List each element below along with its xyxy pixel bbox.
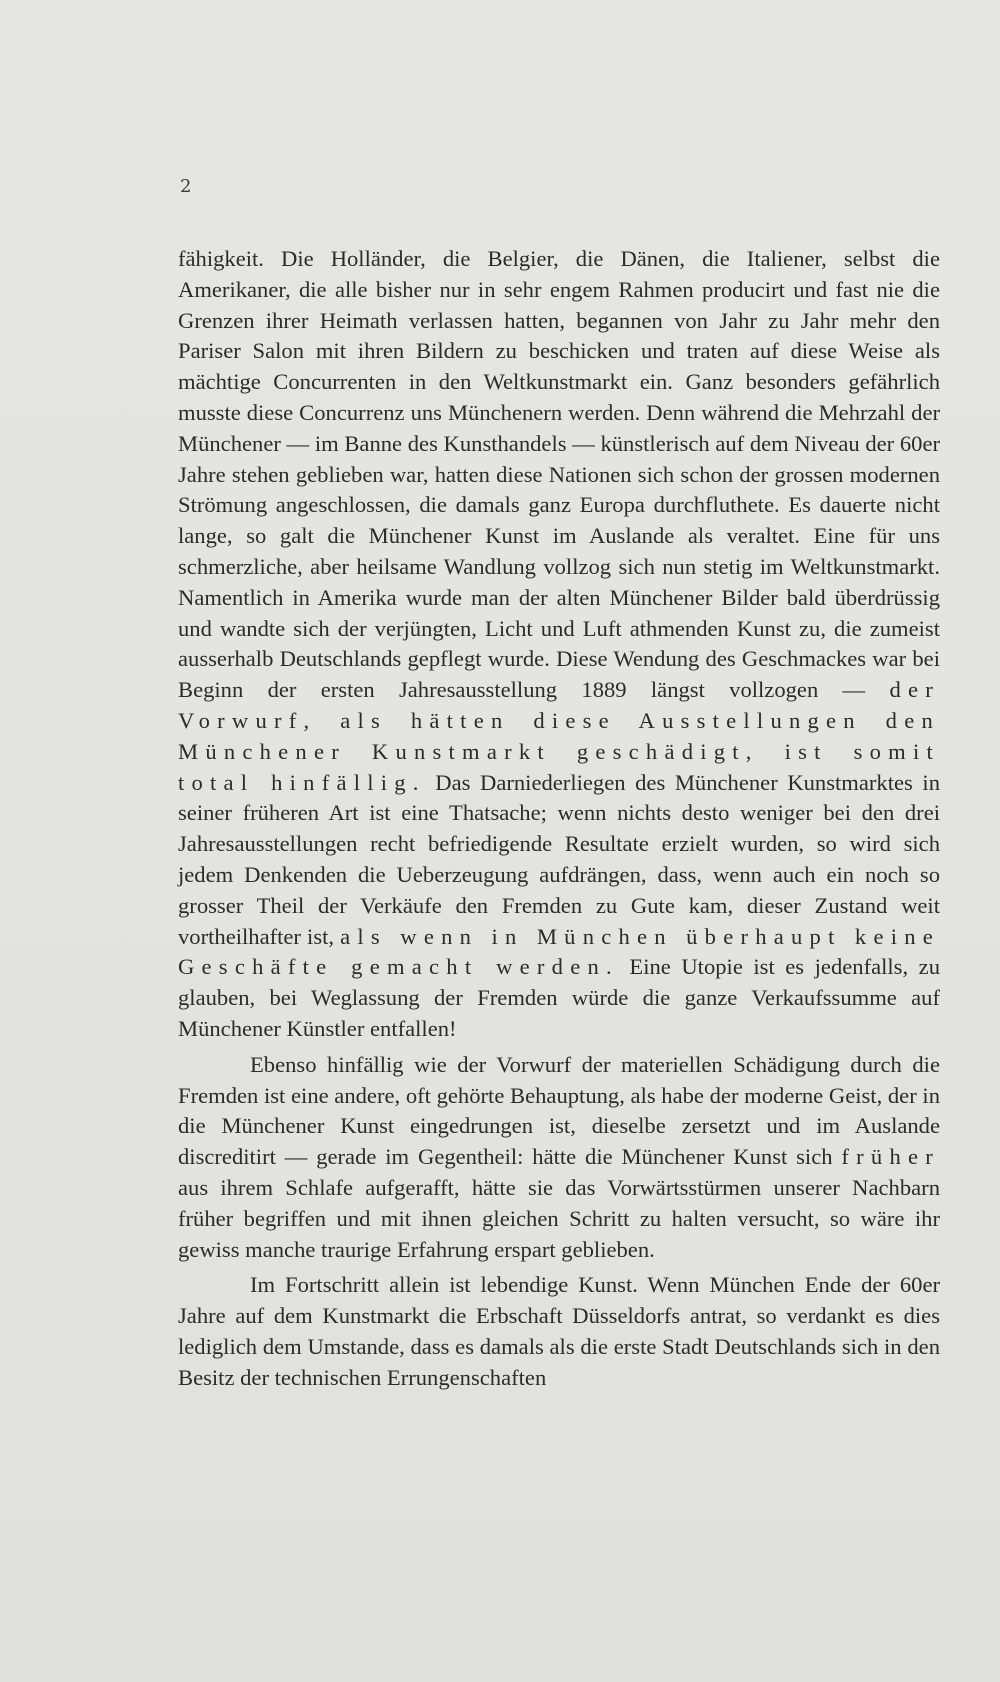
text-segment: fähigkeit. Die Holländer, die Belgier, die Dänen, die Italiener, selbst die Amerikaner, die alle bisher nur in sehr engem Rahmen producirt und fast nie die Grenzen ihrer Heimath verlassen hatten, begannen von Jahr zu Jahr mehr den Pariser Salon mit ihren Bildern zu beschicken und traten auf diese Weise als mächtige Concurrenten in den Weltkunstmarkt ein. Ganz besonders gefährlich musste diese Concurrenz uns Münchenern werden. Denn während die Mehrzahl der Münchener — im Banne des Kunsthandels — künstlerisch auf dem Niveau der 60er Jahre stehen geblieben war, hatten diese Nationen sich schon der grossen modernen Strömung angeschlossen, die damals ganz Europa durchfluthete. Es dauerte nicht lange, so galt die Münchener Kunst im Auslande als veraltet. Eine für uns schmerzliche, aber heilsame Wandlung vollzog sich nun stetig im Weltkunstmarkt. Namentlich in Amerika wurde man der alten Münchener Bilder bald überdrüssig und wandte sich der verjüngten, Licht und Luft athmenden Kunst zu, die zumeist ausserhalb Deutschlands gepflegt wurde. Diese Wendung des Geschmackes war bei Beginn der ersten Jahresausstellung 1889 längst vollzogen —: [178, 246, 940, 703]
paragraph-1: [178, 244, 940, 1045]
spaced-emphasis: als wenn in München überhaupt keine Geschäfte gemacht werden.: [178, 923, 940, 980]
spaced-emphasis: der Vorwurf, als hätten diese Ausstellungen den Münchener Kunstmarkt geschädigt, ist somit total hinfällig.: [178, 677, 940, 795]
spaced-emphasis: früher: [841, 1144, 940, 1170]
paragraph-3: [178, 1270, 940, 1393]
body-text: [178, 244, 940, 1393]
text-segment: Im Fortschritt allein ist lebendige Kunst. Wenn München Ende der 60er Jahre auf dem Kunstmarkt die Erbschaft Düsseldorfs antrat, so verdankt es dies lediglich dem Umstande, dass es damals als die erste Stadt Deutschlands sich in den Besitz der technischen Errungenschaften: [178, 1272, 940, 1390]
paragraph-2: [178, 1050, 940, 1266]
text-segment: Eine Utopie ist es jedenfalls, zu glauben, bei Weglassung der Fremden würde die ganze Verkaufssumme auf Münchener Künstler entfallen!: [178, 954, 940, 1041]
text-segment: Ebenso hinfällig wie der Vorwurf der materiellen Schädigung durch die Fremden ist eine andere, oft gehörte Behauptung, als habe der moderne Geist, der in die Münchener Kunst eingedrungen ist, dieselbe zersetzt und im Auslande discreditirt — gerade im Gegentheil: hätte die Münchener Kunst sich: [178, 1051, 940, 1170]
text-segment: Das Darniederliegen des Münchener Kunstmarktes in seiner früheren Art ist eine Thatsache; wenn nichts desto weniger bei den drei Jahresausstellungen recht befriedigende Resultate erzielt wurden, so wird sich jedem Denkenden die Ueberzeugung aufdrängen, dass, wenn auch ein noch so grosser Theil der Verkäufe den Fremden zu Gute kam, dieser Zustand weit vortheilhafter ist,: [178, 769, 940, 949]
page-number: 2: [180, 176, 192, 197]
text-segment: aus ihrem Schlafe aufgerafft, hätte sie das Vorwärtsstürmen unserer Nachbarn früher begriffen und mit ihnen gleichen Schritt zu halten versucht, so wäre ihr gewiss manche traurige Erfahrung erspart geblieben.: [178, 1174, 940, 1262]
